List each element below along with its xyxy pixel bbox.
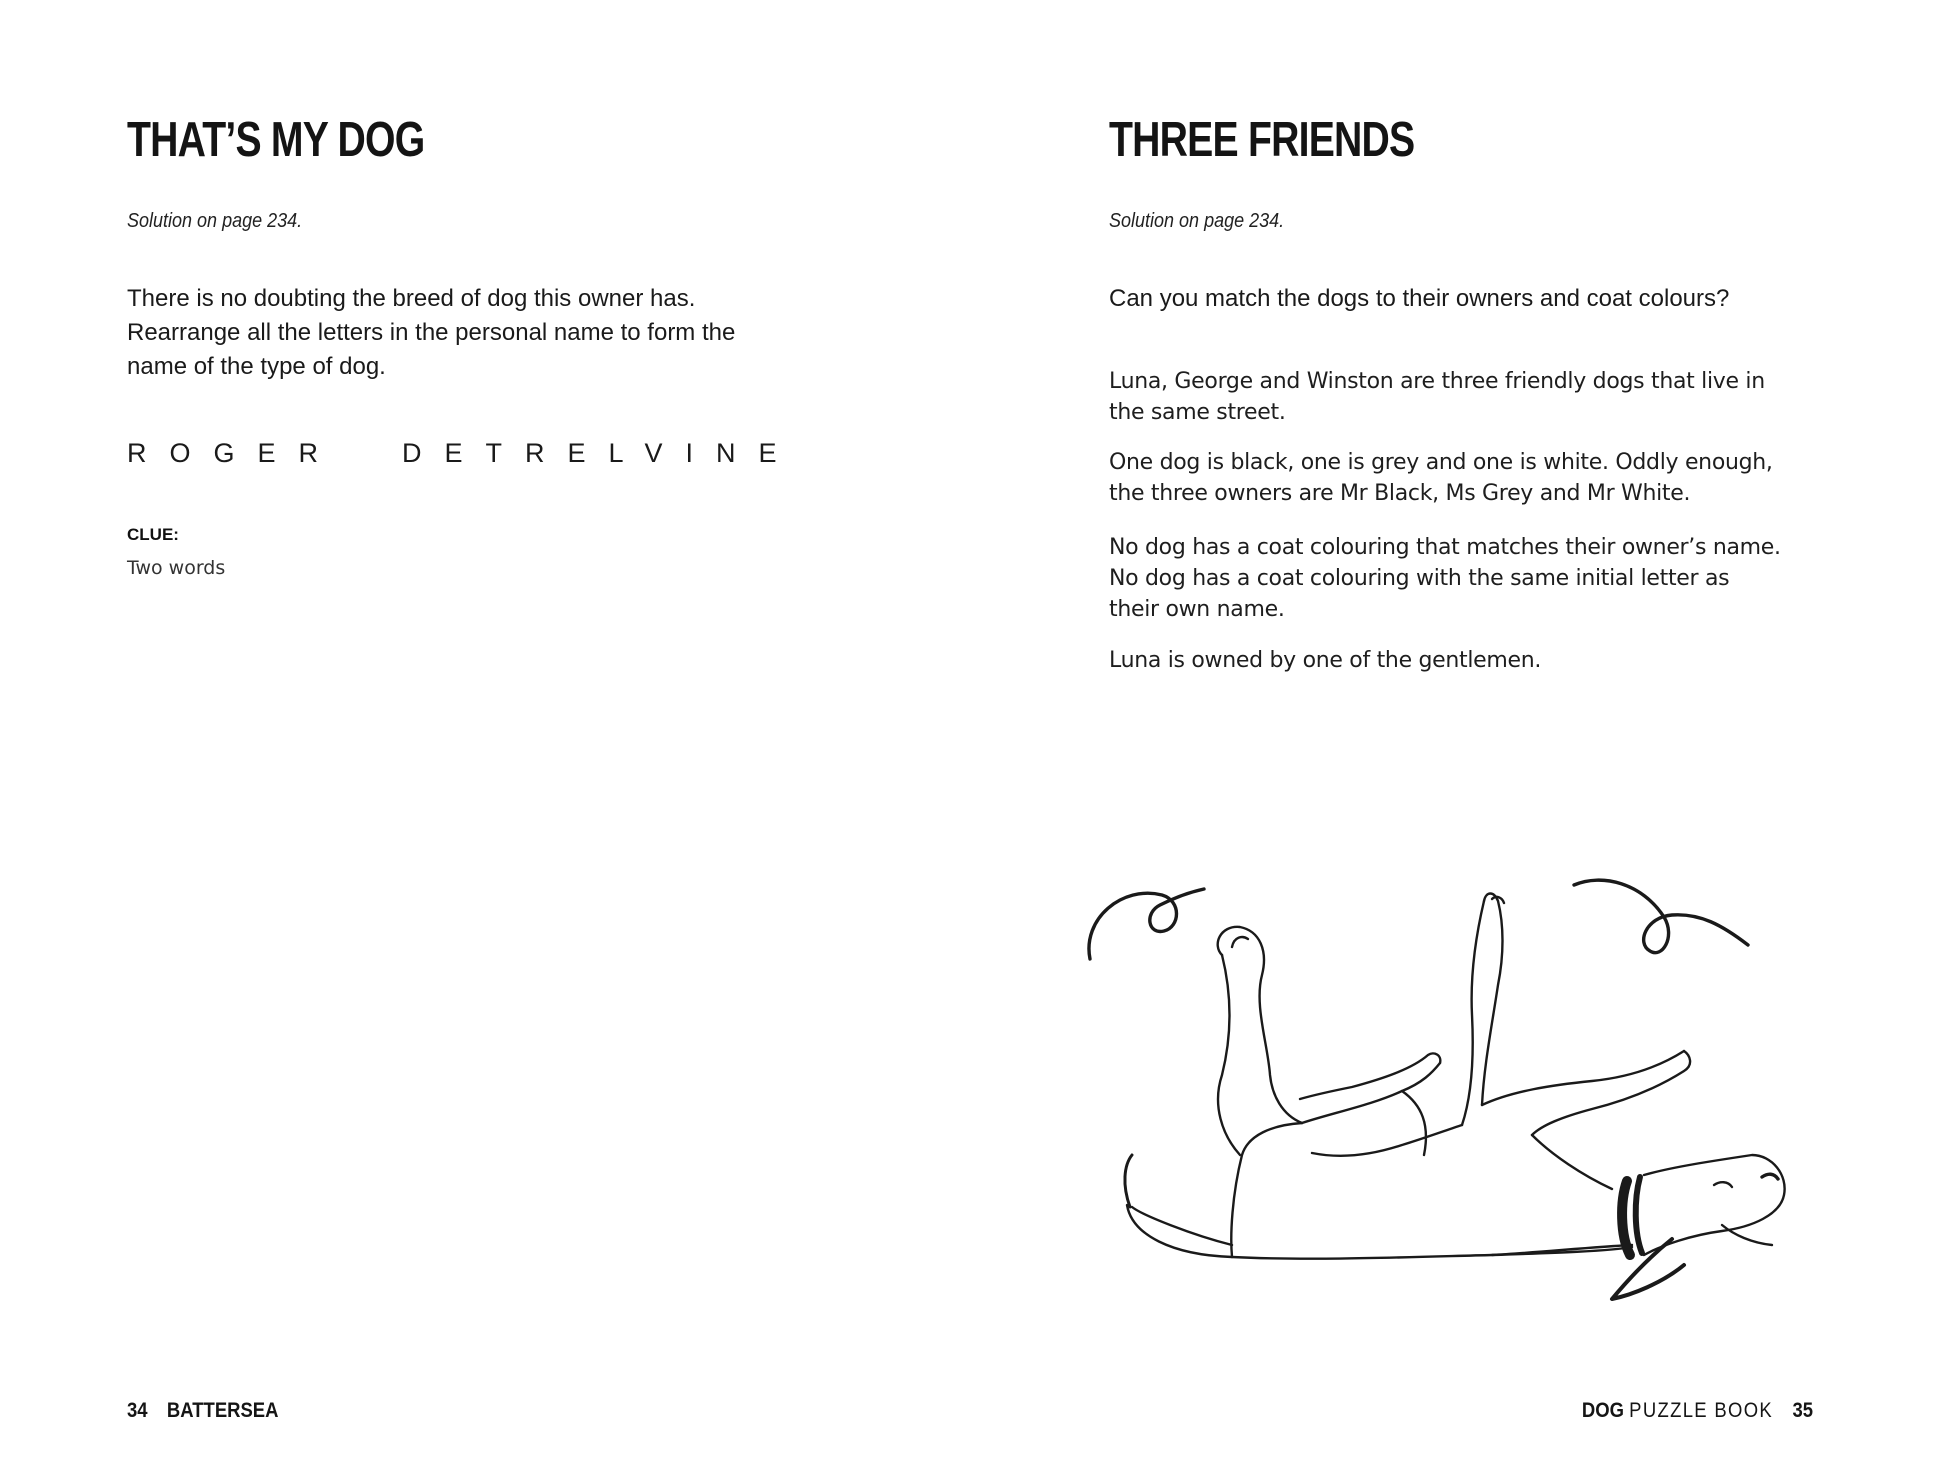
footer-book-bold: DOG — [1581, 1399, 1625, 1422]
footer-brand: BATTERSEA — [166, 1399, 279, 1422]
dog-rolling-on-back-icon — [1072, 855, 1832, 1365]
solution-reference: Solution on page 234. — [127, 210, 303, 232]
paragraph-line: the three owners are Mr Black, Ms Grey and Mr White. — [1109, 481, 1691, 506]
page-number: 34 — [127, 1399, 148, 1422]
left-footer — [127, 1397, 278, 1425]
paragraph-line: No dog has a coat colouring that matches their owner’s name. — [1109, 535, 1781, 560]
intro-line-2: Rearrange all the letters in the personal name to form the — [127, 319, 736, 346]
paragraph-line: Luna, George and Winston are three friendly dogs that live in — [1109, 369, 1765, 394]
intro-line-3: name of the type of dog. — [127, 353, 386, 380]
solution-reference: Solution on page 234. — [1109, 210, 1285, 232]
clue-text: Two words — [127, 557, 226, 579]
intro-line-1: There is no doubting the breed of dog this owner has. — [127, 285, 696, 312]
right-footer — [1461, 1397, 1813, 1425]
page-title: THAT’S MY DOG — [127, 113, 425, 167]
paragraph-line: the same street. — [1109, 400, 1286, 425]
clue-label: CLUE: — [127, 525, 179, 544]
paragraph-line: Luna is owned by one of the gentlemen. — [1109, 648, 1542, 673]
paragraph-line: their own name. — [1109, 597, 1285, 622]
page-title: THREE FRIENDS — [1109, 113, 1415, 167]
paragraph-line: One dog is black, one is grey and one is white. Oddly enough, — [1109, 450, 1773, 475]
page-number: 35 — [1792, 1399, 1813, 1422]
paragraph-line: No dog has a coat colouring with the same initial letter as — [1109, 566, 1730, 591]
anagram-letters: ROGER DETRELVINE — [127, 438, 800, 468]
puzzle-question: Can you match the dogs to their owners and coat colours? — [1109, 285, 1730, 312]
footer-book-title: PUZZLE BOOK — [1629, 1399, 1774, 1422]
